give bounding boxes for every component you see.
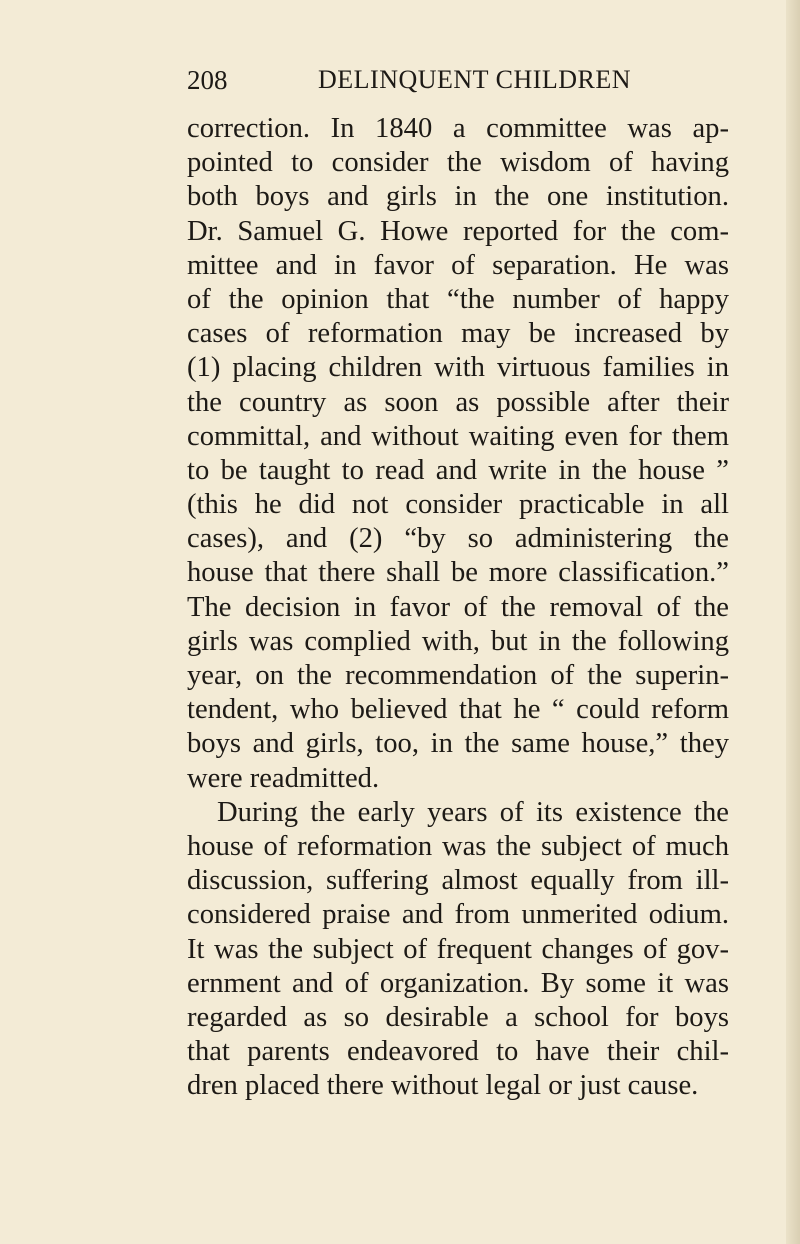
text-line: girls was complied with, but in the following <box>187 625 729 657</box>
text-line: Dr. Samuel G. Howe reported for the com- <box>187 215 729 247</box>
page-number: 208 <box>187 65 228 95</box>
text-line: that parents endeavored to have their chil- <box>187 1036 729 1068</box>
text-line: house of reformation was the subject of much <box>187 830 729 862</box>
text-line: cases), and (2) “by so administering the <box>187 523 729 555</box>
text-line: house that there shall be more classification.” <box>187 557 729 589</box>
body-text <box>187 112 729 1103</box>
text-line: discussion, suffering almost equally from ill- <box>187 865 729 897</box>
text-line: boys and girls, too, in the same house,” they <box>187 728 729 760</box>
text-line: were readmitted. <box>187 762 380 794</box>
text-line: dren placed there without legal or just cause. <box>187 1070 699 1102</box>
text-line: the country as soon as possible after their <box>187 386 729 418</box>
text-line: cases of reformation may be increased by <box>187 318 729 350</box>
text-line: of the opinion that “the number of happy <box>187 283 729 315</box>
text-line: both boys and girls in the one institution. <box>187 181 729 213</box>
text-line: year, on the recommendation of the superin- <box>187 660 729 691</box>
text-line: ernment and of organization. By some it was <box>187 967 729 999</box>
text-line: mittee and in favor of separation. He was <box>187 249 729 281</box>
text-line: to be taught to read and write in the house ” <box>187 454 729 486</box>
text-line: It was the subject of frequent changes of gov- <box>187 933 729 965</box>
text-line: correction. In 1840 a committee was ap- <box>187 113 729 144</box>
text-line: (this he did not consider practicable in all <box>187 489 729 521</box>
text-line: pointed to consider the wisdom of having <box>187 147 729 179</box>
running-head: DELINQUENT CHILDREN <box>318 65 632 94</box>
text-line: The decision in favor of the removal of the <box>187 591 729 623</box>
text-line: regarded as so desirable a school for boys <box>187 1001 729 1033</box>
text-line: (1) placing children with virtuous families in <box>187 352 729 384</box>
text-line: considered praise and from unmerited odium. <box>187 899 729 931</box>
page-header <box>187 62 727 98</box>
page-edge <box>786 0 800 1244</box>
text-line: During the early years of its existence the <box>217 796 729 828</box>
text-line: tendent, who believed that he “ could reform <box>187 694 729 726</box>
text-line: committal, and without waiting even for them <box>187 420 729 452</box>
